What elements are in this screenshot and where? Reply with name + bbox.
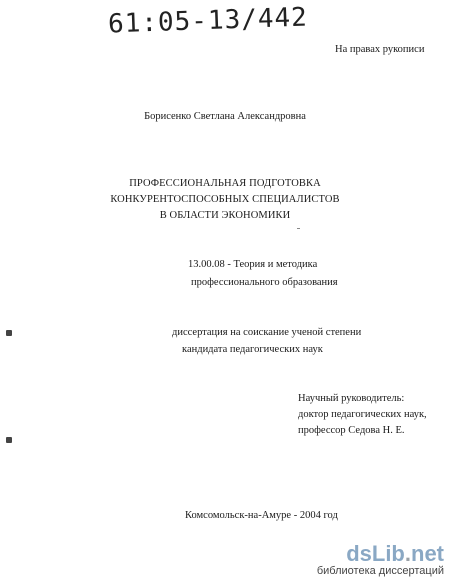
author-name: Борисенко Светлана Александровна [144,111,306,122]
dslib-logo-tld: net [411,541,444,566]
margin-mark-2 [6,437,12,443]
handwritten-archive-code: 61:05-13/442 [107,2,309,40]
margin-mark-1 [6,330,12,336]
dslib-logo [317,543,444,565]
supervisor-name: профессор Седова Н. Е. [298,425,405,436]
degree-line-2: кандидата педагогических наук [182,344,323,355]
scan-speck [297,228,300,229]
dslib-logo-dot: . [404,541,411,566]
specialty-line-2: профессионального образования [191,277,338,288]
degree-line-1: диссертация на соискание ученой степени [172,327,362,338]
supervisor-label: Научный руководитель: [298,393,405,404]
dslib-watermark [317,543,444,578]
specialty-line-1: 13.00.08 - Теория и методика [188,259,318,270]
dslib-subtitle: библиотека диссертаций [316,565,444,577]
dslib-logo-main: dsLib [346,541,405,566]
title-line-1: ПРОФЕССИОНАЛЬНАЯ ПОДГОТОВКА [129,178,321,189]
rights-note: На правах рукописи [335,44,425,55]
supervisor-degree: доктор педагогических наук, [298,409,427,420]
title-line-2: КОНКУРЕНТОСПОСОБНЫХ СПЕЦИАЛИСТОВ [110,194,340,205]
place-and-year: Комсомольск-на-Амуре - 2004 год [185,510,338,521]
title-line-3: В ОБЛАСТИ ЭКОНОМИКИ [159,210,291,221]
